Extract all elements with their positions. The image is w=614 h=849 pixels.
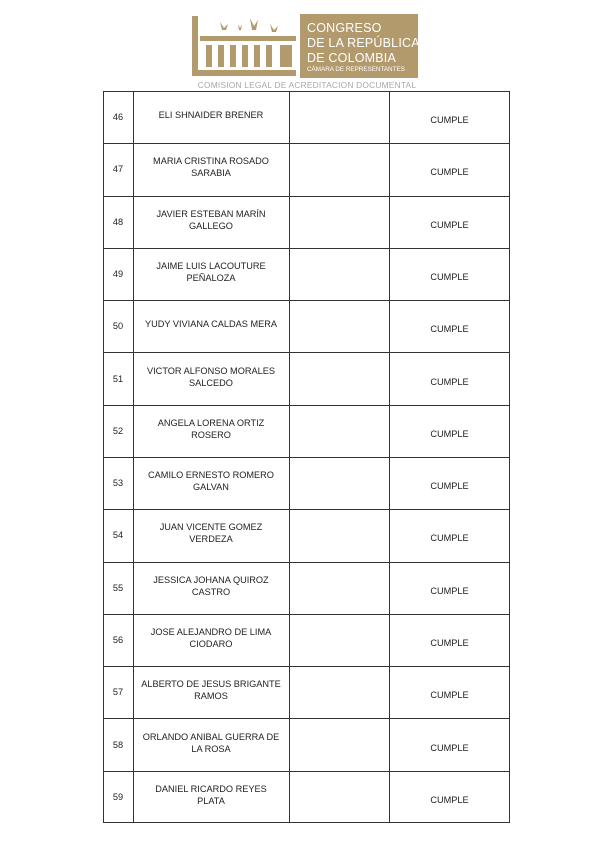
representative-name: CAMILO ERNESTO ROMERO GALVAN — [148, 470, 274, 493]
row-divider — [103, 718, 510, 719]
column-divider — [289, 91, 290, 823]
row-number: 58 — [112, 739, 124, 750]
column-divider — [389, 91, 390, 823]
logo-title-line3: DE COLOMBIA — [307, 51, 397, 65]
representative-name-cell — [133, 352, 289, 404]
blank-cell — [289, 457, 389, 509]
table-row — [103, 91, 510, 143]
representative-name: JAVIER ESTEBAN MARÍN GALLEGO — [156, 208, 266, 231]
column-divider — [133, 91, 134, 823]
row-number: 46 — [112, 112, 124, 123]
capitol-building-icon — [190, 14, 300, 78]
row-number: 52 — [112, 425, 124, 436]
representative-name: VICTOR ALFONSO MORALES SALCEDO — [147, 365, 275, 388]
column-divider — [103, 91, 104, 823]
logo-title-line1: CONGRESO — [307, 21, 382, 35]
blank-cell — [289, 771, 389, 823]
blank-cell — [289, 91, 389, 143]
representative-name-cell — [133, 509, 289, 561]
row-number: 51 — [112, 373, 124, 384]
row-number: 59 — [112, 791, 124, 802]
row-divider — [103, 771, 510, 772]
representative-name: JAIME LUIS LACOUTURE PEÑALOZA — [156, 260, 266, 283]
representative-name-cell — [133, 143, 289, 195]
status-cell: CUMPLE — [430, 637, 469, 648]
table-bottom-border — [103, 822, 510, 823]
blank-cell — [289, 666, 389, 718]
representative-name-cell — [133, 718, 289, 770]
row-divider — [103, 352, 510, 353]
row-divider — [103, 405, 510, 406]
blank-cell — [289, 718, 389, 770]
blank-cell — [289, 143, 389, 195]
blank-cell — [289, 509, 389, 561]
blank-cell — [289, 562, 389, 614]
table-row — [103, 614, 510, 666]
representative-name: ELI SHNAIDER BRENER — [158, 110, 264, 121]
table-row — [103, 143, 510, 195]
blank-cell — [289, 248, 389, 300]
commission-name: COMISION LEGAL DE ACREDITACION DOCUMENTAL — [197, 80, 417, 90]
row-number: 53 — [112, 478, 124, 489]
status-cell: CUMPLE — [430, 324, 469, 335]
status-cell: CUMPLE — [430, 376, 469, 387]
logo-text-plate — [300, 14, 418, 78]
row-number: 49 — [112, 268, 124, 279]
blank-cell — [289, 196, 389, 248]
representative-name: JUAN VICENTE GOMEZ VERDEZA — [159, 522, 263, 545]
table-row — [103, 405, 510, 457]
row-divider — [103, 196, 510, 197]
column-divider — [509, 91, 510, 823]
table-row — [103, 562, 510, 614]
blank-cell — [289, 405, 389, 457]
page-header — [0, 0, 614, 92]
representative-name: YUDY VIVIANA CALDAS MERA — [144, 319, 278, 330]
representative-name: ALBERTO DE JESUS BRIGANTE RAMOS — [141, 679, 281, 702]
representative-name-cell — [133, 300, 289, 352]
status-cell: CUMPLE — [430, 690, 469, 701]
representative-name: JESSICA JOHANA QUIROZ CASTRO — [153, 574, 269, 597]
representative-name-cell — [133, 614, 289, 666]
row-divider — [103, 509, 510, 510]
row-number: 47 — [112, 164, 124, 175]
row-divider — [103, 143, 510, 144]
status-cell: CUMPLE — [430, 219, 469, 230]
status-cell: CUMPLE — [430, 428, 469, 439]
status-cell: CUMPLE — [430, 167, 469, 178]
table-row — [103, 509, 510, 561]
representative-name-cell — [133, 405, 289, 457]
row-divider — [103, 457, 510, 458]
representative-name: JOSE ALEJANDRO DE LIMA CIODARO — [150, 626, 272, 649]
representative-name-cell — [133, 91, 289, 143]
status-cell: CUMPLE — [430, 794, 469, 805]
status-cell: CUMPLE — [430, 271, 469, 282]
table-row — [103, 718, 510, 770]
row-number: 54 — [112, 530, 124, 541]
logo-subtitle: CÁMARA DE REPRESENTANTES — [307, 66, 405, 73]
table-row — [103, 196, 510, 248]
row-divider — [103, 666, 510, 667]
row-number: 55 — [112, 582, 124, 593]
row-number: 57 — [112, 687, 124, 698]
table-row — [103, 666, 510, 718]
row-number: 48 — [112, 216, 124, 227]
status-cell: CUMPLE — [430, 742, 469, 753]
status-cell: CUMPLE — [430, 585, 469, 596]
representative-name-cell — [133, 196, 289, 248]
table-row — [103, 248, 510, 300]
status-cell: CUMPLE — [430, 115, 469, 126]
representative-name-cell — [133, 771, 289, 823]
representative-name-cell — [133, 562, 289, 614]
status-cell: CUMPLE — [430, 533, 469, 544]
blank-cell — [289, 300, 389, 352]
row-number: 56 — [112, 634, 124, 645]
blank-cell — [289, 352, 389, 404]
representative-name: MARIA CRISTINA ROSADO SARABIA — [153, 156, 269, 179]
row-divider — [103, 248, 510, 249]
representative-name-cell — [133, 248, 289, 300]
row-divider — [103, 562, 510, 563]
table-row — [103, 300, 510, 352]
status-cell: CUMPLE — [430, 481, 469, 492]
representative-name: ORLANDO ANIBAL GUERRA DE LA ROSA — [142, 731, 280, 754]
representative-name: ANGELA LORENA ORTIZ ROSERO — [157, 417, 265, 440]
accreditation-table — [103, 91, 510, 823]
table-row — [103, 457, 510, 509]
row-divider — [103, 300, 510, 301]
row-divider — [103, 614, 510, 615]
table-row — [103, 771, 510, 823]
table-row — [103, 352, 510, 404]
row-number: 50 — [112, 321, 124, 332]
representative-name-cell — [133, 457, 289, 509]
logo-title-line2: DE LA REPÚBLICA — [307, 36, 420, 50]
representative-name-cell — [133, 666, 289, 718]
representative-name: DANIEL RICARDO REYES PLATA — [155, 783, 267, 806]
row-divider — [103, 91, 510, 92]
congreso-logo — [190, 14, 418, 78]
blank-cell — [289, 614, 389, 666]
